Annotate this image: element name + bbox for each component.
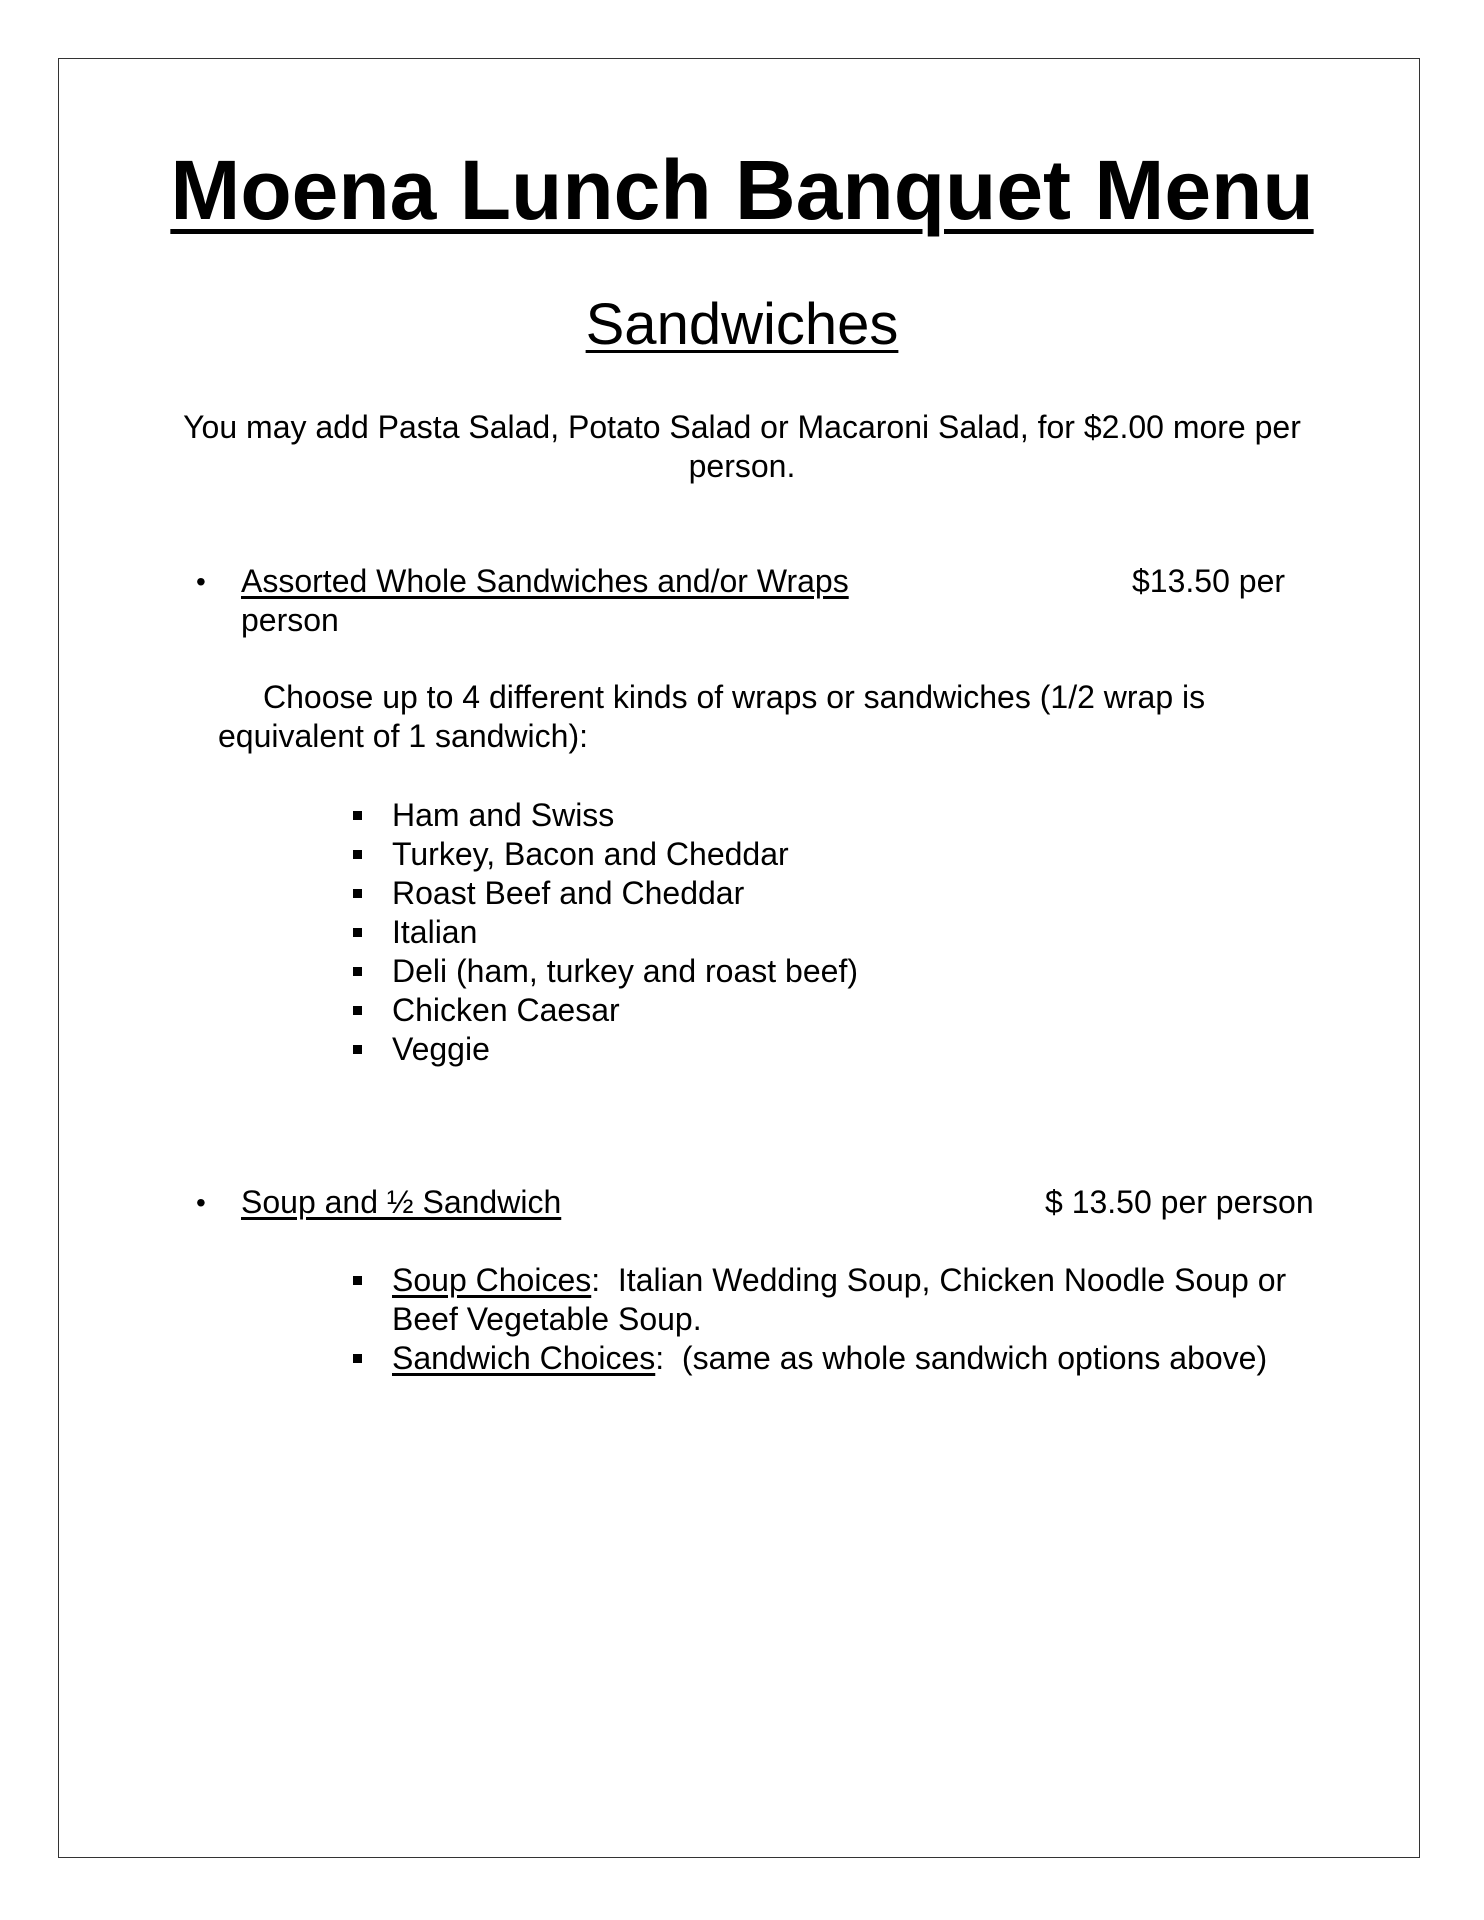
- list-item: Turkey, Bacon and Cheddar: [392, 836, 789, 872]
- page-title: Moena Lunch Banquet Menu: [170, 143, 1314, 237]
- intro-text: You may add Pasta Salad, Potato Salad or Macaroni Salad, for $2.00 more per person.: [183, 409, 1301, 484]
- square-bullet-icon: [353, 889, 362, 898]
- offering-price: $ 13.50 per person: [1045, 1184, 1314, 1220]
- list-item: Chicken Caesar: [392, 992, 620, 1028]
- choice-text: Italian Wedding Soup, Chicken Noodle Soup or: [617, 1262, 1287, 1298]
- offering-note-line-1: Choose up to 4 different kinds of wraps or sandwiches (1/2 wrap is: [263, 679, 1206, 715]
- square-bullet-icon: [353, 850, 362, 859]
- section-heading: Sandwiches: [585, 292, 899, 357]
- list-item: Roast Beef and Cheddar: [392, 875, 745, 911]
- offering-name: Soup and ½ Sandwich: [241, 1184, 562, 1220]
- square-bullet-icon: [353, 811, 362, 820]
- square-bullet-icon: [353, 1045, 362, 1054]
- choice-label: Soup Choices: [392, 1262, 592, 1298]
- square-bullet-icon: [353, 1354, 362, 1363]
- choice-separator: :: [655, 1340, 665, 1376]
- square-bullet-icon: [353, 967, 362, 976]
- choice-separator: :: [591, 1262, 601, 1298]
- sandwich-choices-line: [392, 1339, 1267, 1378]
- offering-price: $13.50 per: [1132, 563, 1286, 599]
- list-item: Veggie: [392, 1031, 490, 1067]
- bullet-marker: •: [196, 1187, 206, 1218]
- offering-note-line-2: equivalent of 1 sandwich):: [218, 718, 588, 754]
- square-bullet-icon: [353, 928, 362, 937]
- bullet-marker: •: [196, 566, 206, 597]
- choice-label: Sandwich Choices: [392, 1340, 656, 1376]
- soup-choices-line-2: Beef Vegetable Soup.: [392, 1301, 702, 1337]
- list-item: Ham and Swiss: [392, 797, 615, 833]
- square-bullet-icon: [353, 1276, 362, 1285]
- soup-choices-line: [392, 1261, 1286, 1300]
- list-item: Deli (ham, turkey and roast beef): [392, 953, 858, 989]
- list-item: Italian: [392, 914, 478, 950]
- offering-price-continued: person: [241, 602, 339, 638]
- offering-name: Assorted Whole Sandwiches and/or Wraps: [241, 563, 849, 599]
- choice-text: (same as whole sandwich options above): [681, 1340, 1268, 1376]
- square-bullet-icon: [353, 1006, 362, 1015]
